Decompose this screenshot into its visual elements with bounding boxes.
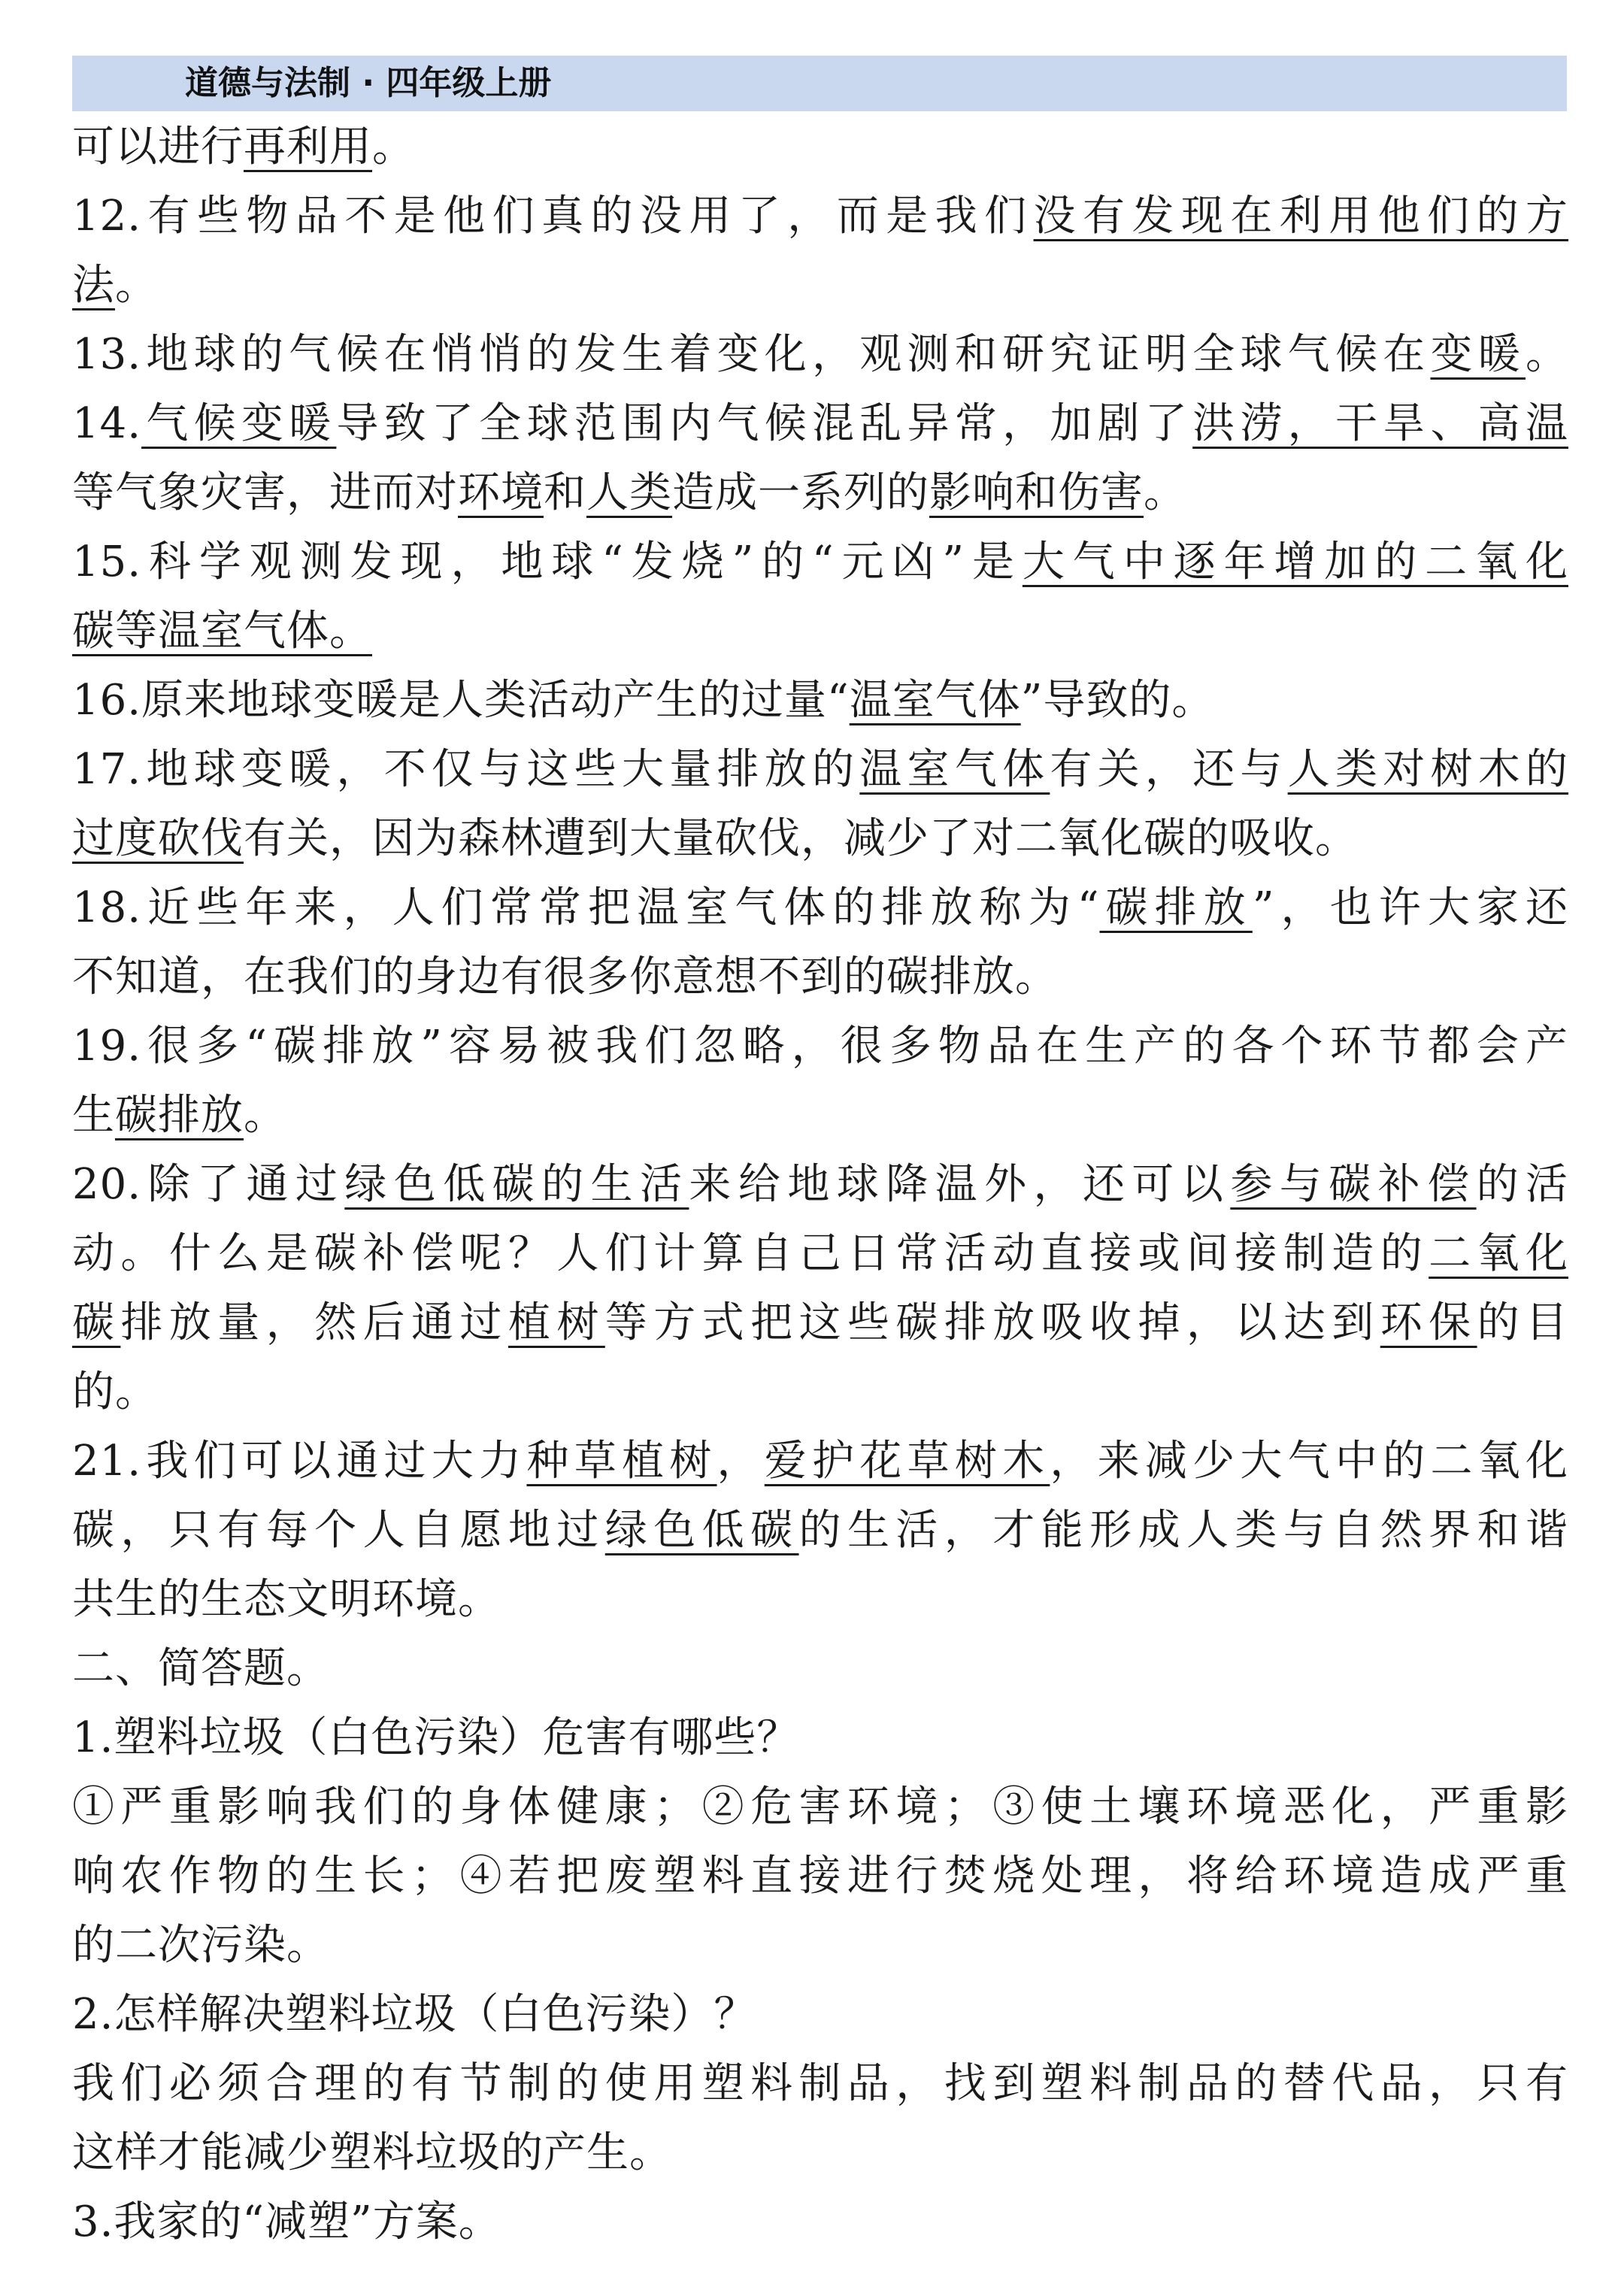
text-segment: 二、简答题。 (72, 1644, 329, 1693)
text-segment: 的目 (1477, 1298, 1569, 1347)
text-line (72, 874, 1568, 943)
text-line (72, 2188, 1568, 2257)
text-line (72, 1289, 1568, 1358)
text-segment: 动。什么是碳补偿呢？人们计算自己日常活动直接或间接制造的 (72, 1229, 1429, 1278)
text-segment: 。 (372, 123, 415, 171)
text-segment: ， (717, 1437, 765, 1486)
underlined-answer: 人类 (586, 468, 672, 517)
text-segment: ①严重影响我们的身体健康；②危害环境；③使土壤环境恶化，严重影 (72, 1783, 1568, 1831)
text-line (72, 597, 1568, 666)
text-segment: 的二次污染。 (72, 1921, 329, 1970)
text-segment: 共生的生态文明环境。 (72, 1575, 501, 1624)
text-segment: 1.塑料垃圾（白色污染）危害有哪些？ (72, 1713, 800, 1762)
text-line (72, 182, 1568, 251)
text-line (72, 1496, 1568, 1565)
text-segment: 造成一系列的 (672, 468, 929, 517)
text-segment: 来给地球降温外，还可以 (689, 1160, 1231, 1209)
text-segment: 。 (115, 261, 158, 310)
text-segment: ”导致的。 (1020, 676, 1215, 725)
text-line (72, 735, 1568, 804)
text-segment: 的活 (1476, 1160, 1569, 1209)
text-segment: 有关，因为森林遭到大量砍伐，减少了对二氧化碳的吸收。 (244, 814, 1358, 863)
text-segment: 和 (544, 468, 586, 517)
text-segment: 响农作物的生长；④若把废塑料直接进行焚烧处理，将给环境造成严重 (72, 1852, 1568, 1901)
text-segment: 生 (72, 1091, 115, 1140)
underlined-answer: 绿色低碳 (604, 1506, 799, 1555)
underlined-answer: 大气中逐年增加的二氧化 (1022, 538, 1568, 586)
text-line (72, 943, 1568, 1012)
text-segment: 。 (1144, 468, 1186, 517)
text-line (72, 1150, 1568, 1219)
text-line (72, 1704, 1568, 1773)
underlined-answer: 人类对树木的 (1287, 745, 1569, 794)
text-segment: 12.有些物品不是他们真的没用了，而是我们 (72, 192, 1034, 241)
text-line (72, 1911, 1568, 1980)
text-line (72, 1842, 1568, 1911)
text-segment: 3.我家的“减塑”方案。 (72, 2198, 501, 2246)
underlined-answer: 变暖 (1430, 330, 1526, 379)
header-bar (72, 56, 1567, 111)
text-segment: 不知道，在我们的身边有很多你意想不到的碳排放。 (72, 953, 1058, 1001)
text-segment: 等气象灾害，进而对 (72, 468, 458, 517)
text-segment: 导致了全球范围内气候混乱异常，加剧了 (336, 399, 1193, 448)
text-segment: 15.科学观测发现，地球“发烧”的“元凶”是 (72, 538, 1023, 586)
underlined-answer: 碳 (72, 1298, 121, 1347)
text-line (72, 528, 1568, 597)
underlined-answer: 种草植树 (526, 1437, 717, 1486)
text-line (72, 1081, 1568, 1150)
text-segment: 等方式把这些碳排放吸收掉，以达到 (604, 1298, 1380, 1347)
text-segment: 14. (72, 399, 142, 448)
text-segment: 16.原来地球变暖是人类活动产生的过量“ (72, 676, 850, 725)
text-line (72, 459, 1568, 528)
text-line (72, 2049, 1568, 2119)
text-segment: 21.我们可以通过大力 (72, 1437, 527, 1486)
text-line (72, 1427, 1568, 1496)
text-line (72, 666, 1568, 735)
text-segment: 我们必须合理的有节制的使用塑料制品，找到塑料制品的替代品，只有 (72, 2059, 1568, 2108)
underlined-answer: 碳等温室气体。 (72, 607, 372, 656)
text-segment: 有关，还与 (1050, 745, 1288, 794)
text-segment: 可以进行 (72, 123, 244, 171)
underlined-answer: 二氧化 (1429, 1229, 1569, 1278)
underlined-answer: 过度砍伐 (72, 814, 244, 863)
underlined-answer: 碳排放 (115, 1091, 244, 1140)
text-segment: 的生活，才能形成人类与自然界和谐 (798, 1506, 1569, 1555)
underlined-answer: 影响和伤害 (929, 468, 1144, 517)
text-segment: 的。 (72, 1368, 158, 1416)
text-line (72, 1358, 1568, 1427)
underlined-answer: 环保 (1380, 1298, 1477, 1347)
text-line (72, 2119, 1568, 2188)
underlined-answer: 环境 (458, 468, 544, 517)
underlined-answer: 再利用 (244, 123, 372, 171)
text-line (72, 320, 1568, 389)
underlined-answer: 没有发现在利用他们的方 (1033, 192, 1569, 241)
text-line (72, 389, 1568, 459)
text-line (72, 1012, 1568, 1081)
text-segment: 18.近些年来，人们常常把温室气体的排放称为“ (72, 883, 1100, 932)
underlined-answer: 绿色低碳的生活 (344, 1160, 689, 1209)
text-line (72, 1634, 1568, 1704)
text-segment: ，来减少大气中的二氧化 (1050, 1437, 1569, 1486)
text-segment: 17.地球变暖，不仅与这些大量排放的 (72, 745, 860, 794)
text-line (72, 804, 1568, 874)
underlined-answer: 参与碳补偿 (1230, 1160, 1477, 1209)
text-segment: ”，也许大家还 (1252, 883, 1568, 932)
underlined-answer: 温室气体 (849, 676, 1021, 725)
text-segment: 19.很多“碳排放”容易被我们忽略，很多物品在生产的各个环节都会产 (72, 1022, 1568, 1071)
text-segment: 20.除了通过 (72, 1160, 345, 1209)
underlined-answer: 温室气体 (859, 745, 1050, 794)
text-segment: 。 (1526, 330, 1568, 379)
text-line (72, 1980, 1568, 2049)
text-segment: 13.地球的气候在悄悄的发生着变化，观测和研究证明全球气候在 (72, 330, 1431, 379)
text-segment: 碳，只有每个人自愿地过 (72, 1506, 605, 1555)
underlined-answer: 法 (72, 261, 115, 310)
text-line (72, 251, 1568, 320)
underlined-answer: 洪涝，干旱、高温 (1192, 399, 1569, 448)
text-line (72, 1219, 1568, 1289)
underlined-answer: 碳排放 (1099, 883, 1253, 932)
text-line (72, 1565, 1568, 1634)
page-header-title: 道德与法制 · 四年级上册 (185, 64, 552, 102)
text-line (72, 1773, 1568, 1842)
text-line (72, 113, 1568, 182)
underlined-answer: 植树 (508, 1298, 605, 1347)
text-segment: 排放量，然后通过 (120, 1298, 508, 1347)
underlined-answer: 爱护花草树木 (764, 1437, 1050, 1486)
text-segment: 这样才能减少塑料垃圾的产生。 (72, 2128, 672, 2177)
text-segment: 2.怎样解决塑料垃圾（白色污染）？ (72, 1990, 757, 2039)
document-body (72, 113, 1568, 2257)
underlined-answer: 气候变暖 (141, 399, 337, 448)
text-segment: 。 (244, 1091, 286, 1140)
